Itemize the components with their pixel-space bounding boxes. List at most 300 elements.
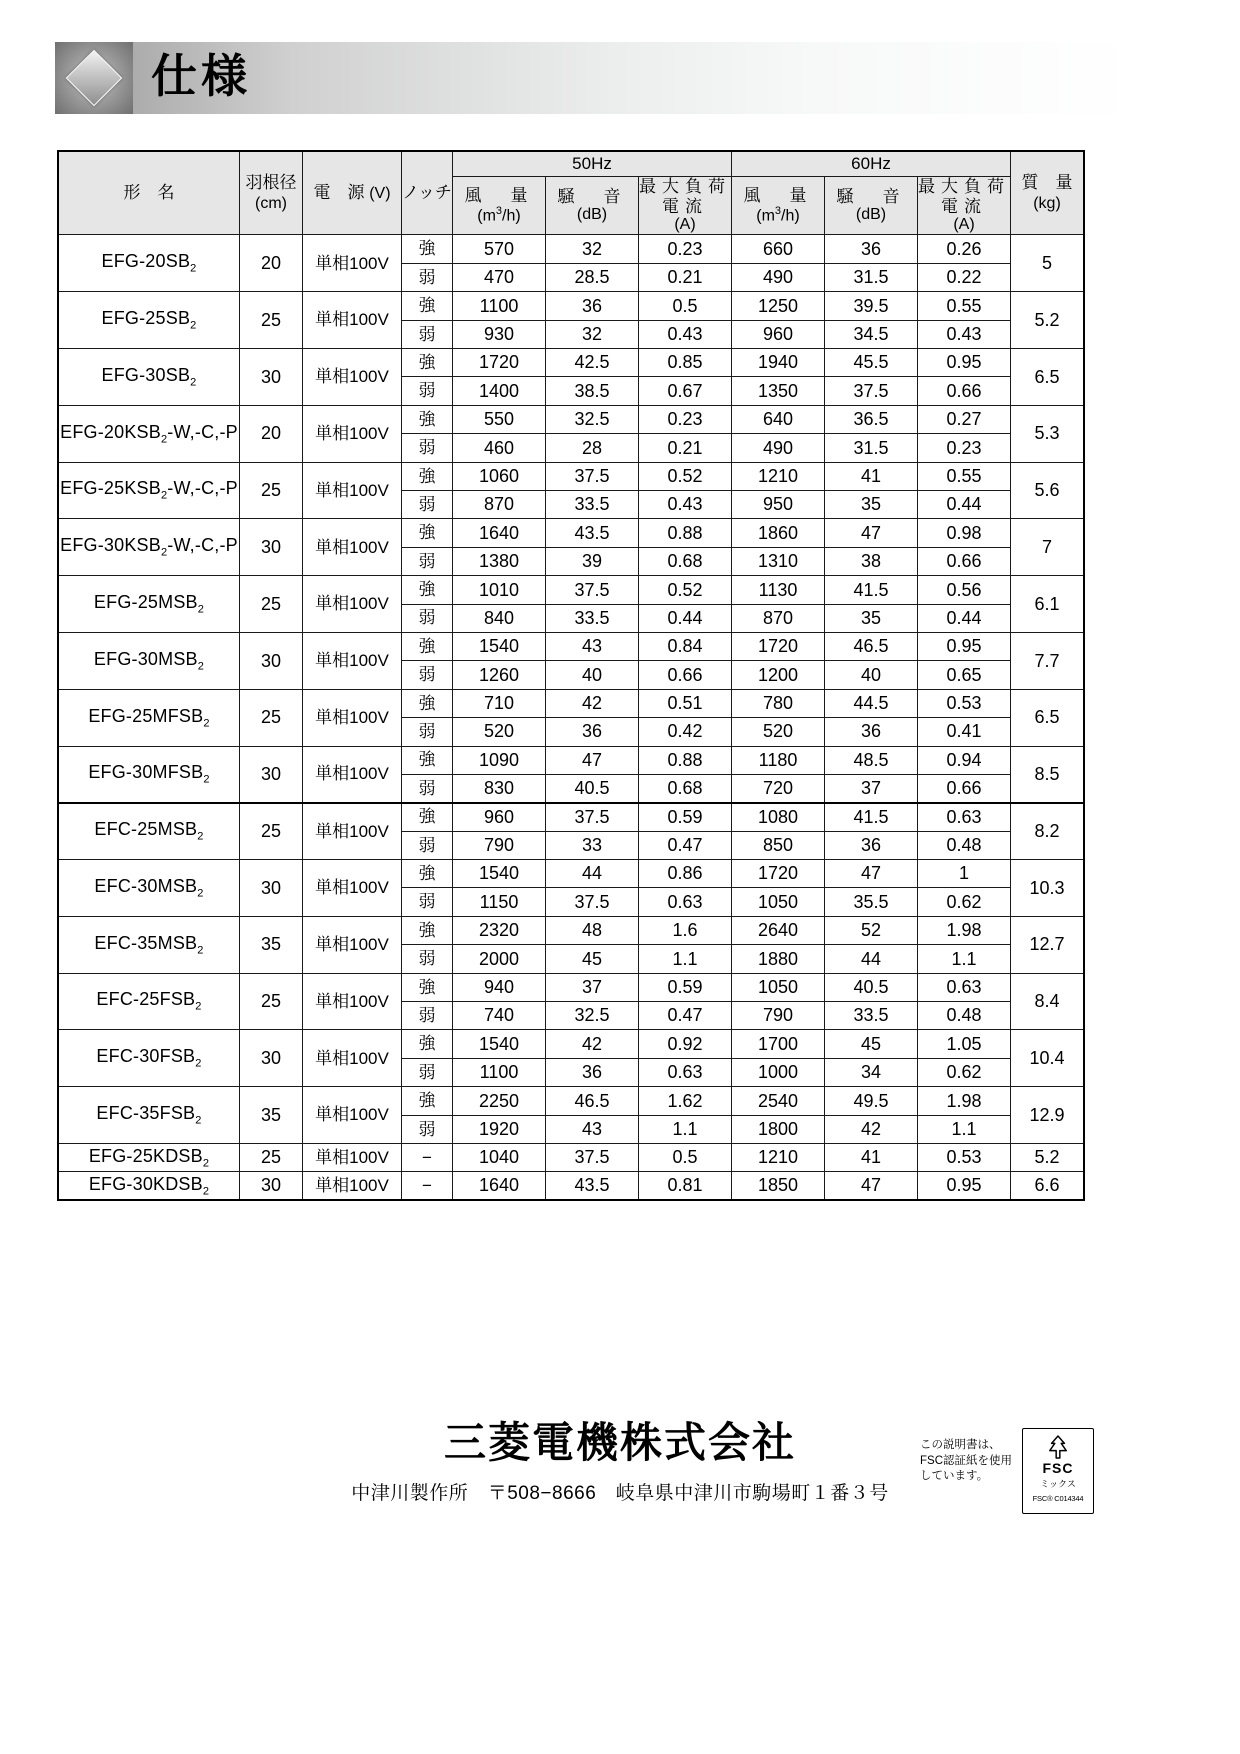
table-row <box>58 1030 1084 1058</box>
cell-50hz-airflow: 870 <box>453 491 546 519</box>
cell-diameter: 30 <box>240 860 303 917</box>
specifications-table-container <box>57 150 1085 1201</box>
cell-50hz-current: 1.6 <box>639 916 732 944</box>
cell-model: EFG-$30KSB_2-W,-C,-P$ <box>58 519 240 576</box>
cell-power: 単相100V <box>303 632 402 689</box>
cell-notch: 強 <box>402 803 453 831</box>
cell-60hz-airflow: 1250 <box>732 292 825 320</box>
table-row <box>58 916 1084 944</box>
table-header <box>58 151 1084 235</box>
cell-60hz-noise: 36 <box>825 235 918 263</box>
cell-model: EFG-$20KSB_2-W,-C,-P$ <box>58 405 240 462</box>
cell-60hz-noise: 37.5 <box>825 377 918 405</box>
cell-50hz-airflow: 550 <box>453 405 546 433</box>
cell-power: 単相100V <box>303 1172 402 1200</box>
cell-50hz-current: 0.81 <box>639 1172 732 1200</box>
cell-50hz-noise: 46.5 <box>546 1087 639 1115</box>
cell-50hz-current: 0.51 <box>639 689 732 717</box>
cell-mass: 6.5 <box>1011 689 1085 746</box>
cell-50hz-noise: 42 <box>546 689 639 717</box>
cell-mass: 6.6 <box>1011 1172 1085 1200</box>
cell-50hz-noise: 32.5 <box>546 405 639 433</box>
cell-60hz-current: 0.62 <box>918 1058 1011 1086</box>
cell-60hz-current: 0.55 <box>918 462 1011 490</box>
cell-diameter: 20 <box>240 405 303 462</box>
col-header-50hz-airflow <box>453 177 546 235</box>
cell-60hz-current: 0.95 <box>918 632 1011 660</box>
cell-50hz-airflow: 840 <box>453 604 546 632</box>
cell-50hz-noise: 37.5 <box>546 576 639 604</box>
cell-power: 単相100V <box>303 519 402 576</box>
cell-mass: 7.7 <box>1011 632 1085 689</box>
cell-50hz-noise: 28.5 <box>546 263 639 291</box>
cell-mass: 8.4 <box>1011 973 1085 1030</box>
cell-notch: 弱 <box>402 547 453 575</box>
cell-50hz-airflow: 1090 <box>453 746 546 774</box>
cell-diameter: 25 <box>240 803 303 860</box>
cell-diameter: 25 <box>240 292 303 349</box>
cell-model: EFG-$30SB_2$ <box>58 349 240 406</box>
cell-60hz-current: 1.98 <box>918 1087 1011 1115</box>
cell-model: EFC-$25MSB_2$ <box>58 803 240 860</box>
cell-notch: 強 <box>402 349 453 377</box>
cell-notch: 強 <box>402 405 453 433</box>
cell-60hz-airflow: 1050 <box>732 973 825 1001</box>
cell-60hz-airflow: 1310 <box>732 547 825 575</box>
cell-notch: 強 <box>402 860 453 888</box>
table-row <box>58 632 1084 660</box>
cell-60hz-noise: 37 <box>825 774 918 802</box>
cell-50hz-noise: 36 <box>546 292 639 320</box>
cell-50hz-airflow: 1380 <box>453 547 546 575</box>
metric-label-airflow-60: 風 量 <box>743 185 813 205</box>
cell-60hz-airflow: 1800 <box>732 1115 825 1143</box>
cell-60hz-airflow: 1880 <box>732 945 825 973</box>
cell-60hz-current: 0.44 <box>918 491 1011 519</box>
metric-unit-airflow-60: $(m^3/h)$ <box>756 205 800 225</box>
table-row <box>58 519 1084 547</box>
cell-model: EFC-$30FSB_2$ <box>58 1030 240 1087</box>
cell-diameter: 20 <box>240 235 303 292</box>
cell-60hz-airflow: 2640 <box>732 916 825 944</box>
cell-60hz-airflow: 1720 <box>732 860 825 888</box>
cell-50hz-current: 0.43 <box>639 491 732 519</box>
cell-50hz-airflow: 1010 <box>453 576 546 604</box>
cell-60hz-current: 0.65 <box>918 661 1011 689</box>
cell-50hz-airflow: 2320 <box>453 916 546 944</box>
cell-notch: 強 <box>402 746 453 774</box>
cell-mass: 6.5 <box>1011 349 1085 406</box>
cell-mass: 8.2 <box>1011 803 1085 860</box>
col-header-group-50hz: 50Hz <box>453 151 732 177</box>
cell-60hz-current: 0.94 <box>918 746 1011 774</box>
cell-50hz-airflow: 710 <box>453 689 546 717</box>
cell-60hz-noise: 47 <box>825 1172 918 1200</box>
fsc-mix-label: ミックス <box>1040 1479 1076 1489</box>
metric-unit-noise-60: (dB) <box>855 206 887 224</box>
cell-60hz-current: 0.23 <box>918 434 1011 462</box>
cell-model: EFG-$25MFSB_2$ <box>58 689 240 746</box>
col-header-model: 形 名 <box>58 151 240 235</box>
col-header-mass <box>1011 151 1085 235</box>
cell-60hz-noise: 35 <box>825 491 918 519</box>
col-header-60hz-noise <box>825 177 918 235</box>
cell-50hz-noise: 36 <box>546 1058 639 1086</box>
cell-50hz-airflow: 470 <box>453 263 546 291</box>
cell-model: EFG-$25KDSB_2$ <box>58 1143 240 1171</box>
cell-50hz-noise: 37.5 <box>546 1143 639 1171</box>
cell-50hz-airflow: 2000 <box>453 945 546 973</box>
cell-notch: 弱 <box>402 1002 453 1030</box>
table-row <box>58 746 1084 774</box>
cell-model: EFC-$25FSB_2$ <box>58 973 240 1030</box>
col-header-power <box>303 151 402 235</box>
cell-model: EFG-$25SB_2$ <box>58 292 240 349</box>
cell-notch: 強 <box>402 292 453 320</box>
cell-notch: − <box>402 1143 453 1171</box>
cell-50hz-noise: 38.5 <box>546 377 639 405</box>
col-header-group-60hz: 60Hz <box>732 151 1011 177</box>
cell-50hz-noise: 43.5 <box>546 1172 639 1200</box>
cell-60hz-airflow: 950 <box>732 491 825 519</box>
cell-notch: 弱 <box>402 1115 453 1143</box>
cell-50hz-noise: 42.5 <box>546 349 639 377</box>
table-row <box>58 462 1084 490</box>
fsc-logo <box>1022 1428 1094 1514</box>
cell-model: EFG-$20SB_2$ <box>58 235 240 292</box>
cell-50hz-airflow: 460 <box>453 434 546 462</box>
cell-mass: 5.2 <box>1011 1143 1085 1171</box>
cell-notch: 強 <box>402 916 453 944</box>
cell-60hz-airflow: 960 <box>732 320 825 348</box>
cell-50hz-airflow: 1100 <box>453 1058 546 1086</box>
cell-60hz-airflow: 640 <box>732 405 825 433</box>
cell-50hz-noise: 44 <box>546 860 639 888</box>
cell-60hz-airflow: 490 <box>732 434 825 462</box>
cell-60hz-current: 0.98 <box>918 519 1011 547</box>
cell-notch: 強 <box>402 576 453 604</box>
cell-model: EFG-$30KDSB_2$ <box>58 1172 240 1200</box>
cell-notch: 弱 <box>402 263 453 291</box>
table-row <box>58 689 1084 717</box>
cell-50hz-current: 0.88 <box>639 519 732 547</box>
cell-60hz-airflow: 870 <box>732 604 825 632</box>
cell-notch: 強 <box>402 235 453 263</box>
col-header-50hz-current <box>639 177 732 235</box>
cell-50hz-noise: 48 <box>546 916 639 944</box>
cell-power: 単相100V <box>303 746 402 803</box>
cell-50hz-airflow: 1040 <box>453 1143 546 1171</box>
col-header-60hz-current <box>918 177 1011 235</box>
cell-diameter: 25 <box>240 973 303 1030</box>
cell-60hz-noise: 40 <box>825 661 918 689</box>
cell-50hz-airflow: 790 <box>453 831 546 859</box>
cell-60hz-noise: 39.5 <box>825 292 918 320</box>
metric-unit-noise-50: (dB) <box>576 206 608 224</box>
cell-50hz-noise: 43.5 <box>546 519 639 547</box>
cell-50hz-airflow: 1720 <box>453 349 546 377</box>
cell-mass: 6.1 <box>1011 576 1085 633</box>
metric-unit-current-50: (A) <box>674 216 696 234</box>
cell-mass: 5.2 <box>1011 292 1085 349</box>
table-row <box>58 292 1084 320</box>
cell-50hz-current: 0.43 <box>639 320 732 348</box>
cell-notch: 弱 <box>402 377 453 405</box>
table-row <box>58 235 1084 263</box>
cell-60hz-current: 0.55 <box>918 292 1011 320</box>
col-header-diameter-label: 羽根径 <box>245 173 297 193</box>
cell-60hz-noise: 34.5 <box>825 320 918 348</box>
cell-60hz-airflow: 520 <box>732 718 825 746</box>
cell-diameter: 30 <box>240 746 303 803</box>
cell-60hz-noise: 33.5 <box>825 1002 918 1030</box>
cell-60hz-current: 0.95 <box>918 349 1011 377</box>
table-row <box>58 803 1084 831</box>
cell-50hz-noise: 40.5 <box>546 774 639 802</box>
cell-60hz-airflow: 1700 <box>732 1030 825 1058</box>
cell-50hz-current: 0.5 <box>639 292 732 320</box>
cell-60hz-current: 0.41 <box>918 718 1011 746</box>
cell-notch: 弱 <box>402 434 453 462</box>
cell-power: 単相100V <box>303 803 402 860</box>
cell-50hz-current: 0.63 <box>639 1058 732 1086</box>
cell-notch: 強 <box>402 632 453 660</box>
cell-50hz-current: 0.68 <box>639 774 732 802</box>
cell-model: EFG-$30MSB_2$ <box>58 632 240 689</box>
cell-60hz-airflow: 720 <box>732 774 825 802</box>
cell-power: 単相100V <box>303 689 402 746</box>
table-row <box>58 1143 1084 1171</box>
cell-mass: 5 <box>1011 235 1085 292</box>
cell-60hz-noise: 41.5 <box>825 576 918 604</box>
cell-notch: 弱 <box>402 320 453 348</box>
cell-50hz-current: 0.92 <box>639 1030 732 1058</box>
cell-60hz-noise: 41 <box>825 462 918 490</box>
cell-50hz-current: 0.52 <box>639 576 732 604</box>
cell-60hz-airflow: 1720 <box>732 632 825 660</box>
cell-diameter: 30 <box>240 1030 303 1087</box>
cell-60hz-current: 0.26 <box>918 235 1011 263</box>
cell-mass: 5.3 <box>1011 405 1085 462</box>
cell-60hz-airflow: 1000 <box>732 1058 825 1086</box>
metric-label-noise-50: 騒 音 <box>557 186 627 206</box>
table-body <box>58 235 1084 1200</box>
cell-notch: 強 <box>402 1087 453 1115</box>
cell-50hz-airflow: 1540 <box>453 1030 546 1058</box>
cell-50hz-airflow: 1640 <box>453 1172 546 1200</box>
cell-50hz-current: 0.67 <box>639 377 732 405</box>
cell-50hz-noise: 33.5 <box>546 604 639 632</box>
cell-power: 単相100V <box>303 860 402 917</box>
cell-notch: 強 <box>402 689 453 717</box>
cell-50hz-current: 0.52 <box>639 462 732 490</box>
col-header-mass-unit: (kg) <box>1033 194 1061 212</box>
cell-60hz-current: 0.48 <box>918 831 1011 859</box>
cell-60hz-noise: 35 <box>825 604 918 632</box>
cell-50hz-current: 1.62 <box>639 1087 732 1115</box>
fsc-label: FSC <box>1042 1460 1074 1476</box>
cell-50hz-current: 0.63 <box>639 888 732 916</box>
cell-60hz-noise: 38 <box>825 547 918 575</box>
cell-50hz-current: 1.1 <box>639 945 732 973</box>
cell-50hz-current: 0.44 <box>639 604 732 632</box>
cell-50hz-noise: 37 <box>546 973 639 1001</box>
cell-60hz-noise: 36.5 <box>825 405 918 433</box>
cell-mass: 5.6 <box>1011 462 1085 519</box>
cell-50hz-current: 0.5 <box>639 1143 732 1171</box>
cell-60hz-noise: 49.5 <box>825 1087 918 1115</box>
cell-power: 単相100V <box>303 349 402 406</box>
cell-60hz-current: 0.27 <box>918 405 1011 433</box>
cell-power: 単相100V <box>303 1143 402 1171</box>
cell-model: EFG-$25KSB_2-W,-C,-P$ <box>58 462 240 519</box>
cell-notch: 弱 <box>402 1058 453 1086</box>
cell-notch: 強 <box>402 973 453 1001</box>
cell-60hz-airflow: 1850 <box>732 1172 825 1200</box>
cell-50hz-noise: 33.5 <box>546 491 639 519</box>
cell-notch: 弱 <box>402 945 453 973</box>
cell-diameter: 30 <box>240 1172 303 1200</box>
cell-60hz-noise: 44 <box>825 945 918 973</box>
cell-50hz-current: 0.84 <box>639 632 732 660</box>
cell-60hz-airflow: 490 <box>732 263 825 291</box>
cell-60hz-current: 1.1 <box>918 1115 1011 1143</box>
col-header-notch: ノッチ <box>402 151 453 235</box>
cell-50hz-airflow: 1640 <box>453 519 546 547</box>
cell-60hz-current: 0.56 <box>918 576 1011 604</box>
cell-model: EFC-$35MSB_2$ <box>58 916 240 973</box>
cell-50hz-current: 0.47 <box>639 831 732 859</box>
cell-60hz-current: 0.66 <box>918 377 1011 405</box>
cell-60hz-current: 0.53 <box>918 1143 1011 1171</box>
cell-60hz-airflow: 850 <box>732 831 825 859</box>
cell-50hz-current: 0.42 <box>639 718 732 746</box>
cell-50hz-current: 0.85 <box>639 349 732 377</box>
cell-notch: 弱 <box>402 604 453 632</box>
cell-60hz-airflow: 1210 <box>732 1143 825 1171</box>
cell-60hz-noise: 44.5 <box>825 689 918 717</box>
section-header-banner <box>55 42 1133 114</box>
cell-mass: 12.9 <box>1011 1087 1085 1144</box>
cell-60hz-noise: 31.5 <box>825 434 918 462</box>
cell-50hz-airflow: 1100 <box>453 292 546 320</box>
cell-50hz-noise: 37.5 <box>546 888 639 916</box>
cell-60hz-noise: 35.5 <box>825 888 918 916</box>
cell-50hz-current: 0.21 <box>639 434 732 462</box>
table-row <box>58 973 1084 1001</box>
cell-50hz-noise: 28 <box>546 434 639 462</box>
cell-50hz-noise: 32.5 <box>546 1002 639 1030</box>
cell-mass: 8.5 <box>1011 746 1085 803</box>
cell-mass: 10.3 <box>1011 860 1085 917</box>
cell-60hz-airflow: 660 <box>732 235 825 263</box>
cell-60hz-current: 0.43 <box>918 320 1011 348</box>
cell-diameter: 30 <box>240 632 303 689</box>
cell-60hz-noise: 41.5 <box>825 803 918 831</box>
cell-60hz-airflow: 1860 <box>732 519 825 547</box>
metric-label-current-50: 最大負荷電流 <box>639 177 731 216</box>
cell-60hz-current: 0.63 <box>918 803 1011 831</box>
cell-notch: 弱 <box>402 888 453 916</box>
col-header-diameter <box>240 151 303 235</box>
col-header-50hz-noise <box>546 177 639 235</box>
cell-50hz-current: 0.21 <box>639 263 732 291</box>
cell-notch: 強 <box>402 462 453 490</box>
cell-50hz-current: 0.66 <box>639 661 732 689</box>
cell-power: 単相100V <box>303 973 402 1030</box>
fsc-code: FSC® C014344 <box>1032 1494 1084 1503</box>
col-header-power-unit: (V) <box>369 185 391 203</box>
table-header-row-groups <box>58 151 1084 177</box>
cell-60hz-airflow: 1940 <box>732 349 825 377</box>
cell-50hz-noise: 39 <box>546 547 639 575</box>
cell-50hz-airflow: 520 <box>453 718 546 746</box>
cell-diameter: 35 <box>240 916 303 973</box>
table-row <box>58 1087 1084 1115</box>
metric-label-noise-60: 騒 音 <box>836 186 906 206</box>
cell-60hz-airflow: 780 <box>732 689 825 717</box>
cell-60hz-airflow: 2540 <box>732 1087 825 1115</box>
cell-50hz-current: 0.23 <box>639 235 732 263</box>
cell-60hz-noise: 47 <box>825 519 918 547</box>
cell-50hz-airflow: 1060 <box>453 462 546 490</box>
cell-power: 単相100V <box>303 405 402 462</box>
cell-60hz-current: 0.48 <box>918 1002 1011 1030</box>
cell-50hz-current: 0.88 <box>639 746 732 774</box>
page-title: 仕様 <box>151 50 251 102</box>
cell-50hz-current: 0.47 <box>639 1002 732 1030</box>
cell-60hz-current: 0.66 <box>918 774 1011 802</box>
cell-60hz-noise: 42 <box>825 1115 918 1143</box>
cell-50hz-airflow: 1150 <box>453 888 546 916</box>
cell-60hz-noise: 36 <box>825 831 918 859</box>
cell-60hz-noise: 45 <box>825 1030 918 1058</box>
col-header-60hz-airflow <box>732 177 825 235</box>
cell-60hz-current: 1.05 <box>918 1030 1011 1058</box>
cell-notch: 弱 <box>402 831 453 859</box>
cell-50hz-current: 0.86 <box>639 860 732 888</box>
cell-model: EFC-$30MSB_2$ <box>58 860 240 917</box>
cell-50hz-noise: 43 <box>546 632 639 660</box>
cell-diameter: 30 <box>240 349 303 406</box>
cell-60hz-noise: 45.5 <box>825 349 918 377</box>
cell-50hz-noise: 37.5 <box>546 803 639 831</box>
cell-50hz-current: 1.1 <box>639 1115 732 1143</box>
cell-60hz-noise: 34 <box>825 1058 918 1086</box>
company-address: 中津川製作所 〒508−8666 岐阜県中津川市駒場町１番３号 <box>351 1483 889 1505</box>
cell-notch: 弱 <box>402 491 453 519</box>
cell-model: EFC-$35FSB_2$ <box>58 1087 240 1144</box>
col-header-mass-label: 質 量 <box>1021 173 1073 193</box>
cell-diameter: 25 <box>240 576 303 633</box>
cell-60hz-current: 1.1 <box>918 945 1011 973</box>
cell-60hz-current: 1 <box>918 860 1011 888</box>
cell-diameter: 25 <box>240 462 303 519</box>
table-row <box>58 405 1084 433</box>
cell-50hz-noise: 42 <box>546 1030 639 1058</box>
cell-notch: − <box>402 1172 453 1200</box>
cell-50hz-airflow: 1540 <box>453 860 546 888</box>
cell-50hz-airflow: 2250 <box>453 1087 546 1115</box>
table-row <box>58 576 1084 604</box>
cell-50hz-noise: 45 <box>546 945 639 973</box>
metric-label-current-60: 最大負荷電流 <box>918 177 1010 216</box>
cell-60hz-current: 0.66 <box>918 547 1011 575</box>
cell-60hz-noise: 31.5 <box>825 263 918 291</box>
cell-mass: 7 <box>1011 519 1085 576</box>
cell-60hz-noise: 41 <box>825 1143 918 1171</box>
diamond-icon <box>55 42 133 114</box>
